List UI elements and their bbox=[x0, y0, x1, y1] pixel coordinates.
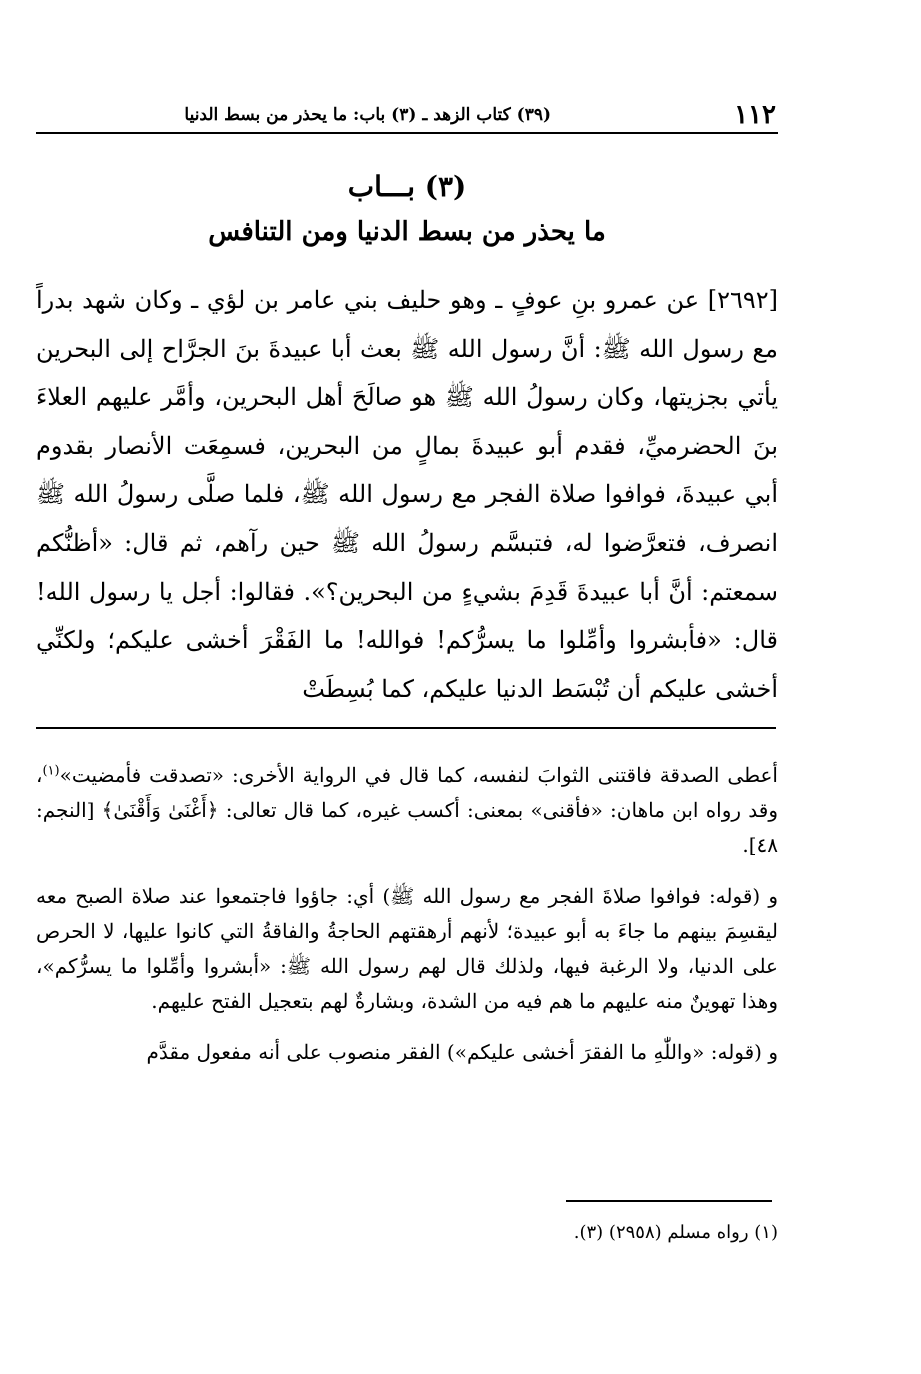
running-header bbox=[36, 98, 776, 132]
page-number: ١١٢ bbox=[734, 100, 776, 130]
footnote: (١) رواه مسلم (٢٩٥٨) (٣). bbox=[573, 1222, 778, 1243]
footnote-reference: (١) bbox=[42, 763, 60, 779]
hadith-text bbox=[36, 276, 778, 713]
commentary bbox=[36, 758, 778, 1070]
main-separator bbox=[36, 727, 776, 729]
commentary-paragraph-2: و (قوله: فوافوا صلاةَ الفجر مع رسول الله ﷺ) أي: جاؤوا فاجتمعوا عند صلاة الصبح معه ليقسِمَ بينهم ما جاءَ به أبو عبيدة؛ لأنهم أرهقتهم الحاجةُ والفاقةُ التي كانوا عليها، لا الحرص على الدنيا، ولا الرغبة فيها، ولذلك قال لهم رسول الله ﷺ: «أبشروا وأمِّلوا ما يسرُّكم»، وهذا تهوينٌ منه عليهم ما هم فيه من الشدة، وبشارةٌ لهم بتعجيل الفتح عليهم. bbox=[36, 884, 778, 1013]
header-title: (٣٩) كتاب الزهد ـ (٣) باب: ما يحذر من بسط الدنيا bbox=[184, 105, 551, 125]
chapter-label: (٣) بـــاب bbox=[347, 170, 467, 203]
commentary-paragraph-1 bbox=[36, 758, 778, 863]
commentary-paragraph-1-part-1: أعطى الصدقة فاقتنى الثوابَ لنفسه، كما قال في الرواية الأخرى: «تصدقت فأمضيت» bbox=[59, 763, 778, 787]
chapter-title: ما يحذر من بسط الدنيا ومن التنافس bbox=[208, 217, 606, 247]
hadith-number: [٢٦٩٢] bbox=[707, 286, 778, 314]
commentary-paragraph-3: و (قوله: «واللّٰهِ ما الفقرَ أخشى عليكم») الفقر منصوب على أنه مفعول مقدَّم bbox=[146, 1040, 778, 1064]
header-rule bbox=[36, 132, 778, 134]
footnote-separator bbox=[566, 1200, 772, 1202]
chapter-heading bbox=[36, 165, 778, 255]
commentary-paragraph-1-part-2: ، وقد رواه ابن ماهان: «فأقنى» بمعنى: أكسب غيره، كما قال تعالى: ﴿أَغْنَىٰ وَأَقْنَىٰ﴾ [النجم: ٤٨]. bbox=[36, 763, 778, 857]
hadith-paragraph bbox=[36, 276, 778, 713]
hadith-body: عن عمرو بنِ عوفٍ ـ وهو حليف بني عامر بن لؤي ـ وكان شهد بدراً مع رسول الله ﷺ: أنَّ رسول الله ﷺ بعث أبا عبيدةَ بنَ الجرَّاح إلى البحرين يأتي بجزيتها، وكان رسولُ الله ﷺ هو صالَحَ أهل البحرين، وأمَّر عليهم العلاءَ بنَ الحضرميِّ، فقدم أبو عبيدةَ بمالٍ من البحرين، فسمِعَت الأنصار بقدوم أبي عبيدةَ، فوافوا صلاة الفجر مع رسول الله ﷺ، فلما صلَّى رسولُ الله ﷺ انصرف، فتعرَّضوا له، فتبسَّم رسولُ الله ﷺ حين رآهم، ثم قال: «أظنُّكم سمعتم: أنَّ أبا عبيدةَ قَدِمَ بشيءٍ من البحرين؟». فقالوا: أجل يا رسول الله! قال: «فأبشروا وأمِّلوا ما يسرُّكم! فوالله! ما الفَقْرَ أخشى عليكم؛ ولكنِّي أخشى عليكم أن تُبْسَط الدنيا عليكم، كما بُسِطَتْ bbox=[36, 286, 779, 703]
